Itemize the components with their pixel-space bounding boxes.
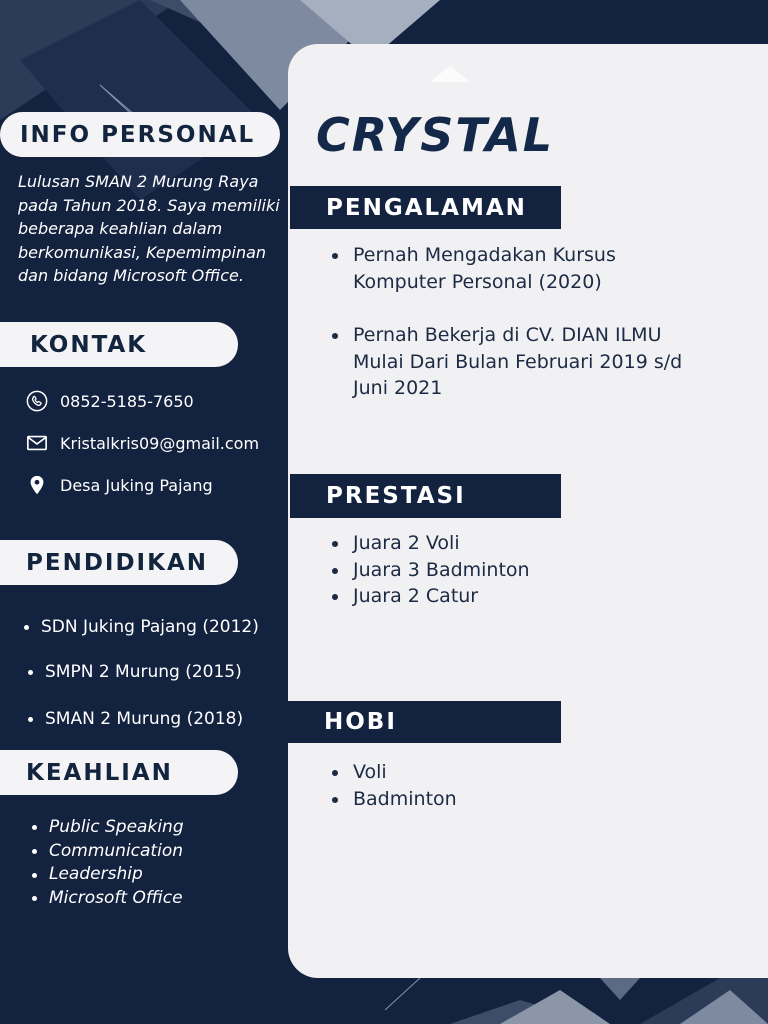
- section-hobi: [288, 701, 561, 743]
- address: Desa Juking Pajang: [60, 475, 213, 495]
- skill-text: Leadership: [49, 864, 143, 885]
- hobby-text: Badminton: [353, 787, 457, 810]
- about-text: Lulusan SMAN 2 Murung Raya pada Tahun 2018. Saya memiliki beberapa keahlian dalam berkomunikasi, Kepemimpinan dan bidang Microsoft Office.: [18, 172, 280, 285]
- skill-text: Public Speaking: [49, 817, 184, 837]
- section-title: PRESTASI: [326, 483, 466, 509]
- bullet-icon: [332, 253, 338, 259]
- location-pin-icon: [26, 474, 48, 496]
- skill-item: [32, 887, 184, 911]
- experience-item: [330, 242, 690, 295]
- skills-list: [32, 816, 184, 911]
- phone-icon: [26, 390, 48, 412]
- section-prestasi: [290, 474, 561, 518]
- achievement-item: [330, 530, 530, 557]
- bullet-icon: [28, 717, 33, 722]
- achievement-text: Juara 3 Badminton: [353, 558, 530, 581]
- experience-text: Pernah Mengadakan Kursus Komputer Personal (2020): [353, 244, 616, 293]
- contact-email: [26, 432, 259, 454]
- bullet-icon: [28, 670, 33, 675]
- section-title: KONTAK: [30, 331, 148, 358]
- skill-text: Communication: [49, 840, 183, 861]
- education-text: SMPN 2 Murung (2015): [45, 662, 242, 682]
- experience-text: Pernah Bekerja di CV. DIAN ILMU Mulai Dari Bulan Februari 2019 s/d Juni 2021: [353, 324, 683, 399]
- section-title: INFO PERSONAL: [20, 121, 256, 148]
- bullet-icon: [332, 594, 338, 600]
- candidate-name: CRYSTAL: [316, 108, 555, 162]
- skill-item: [32, 863, 184, 887]
- bullet-icon: [32, 849, 37, 854]
- experience-list: [330, 242, 690, 402]
- section-pendidikan: [0, 540, 238, 585]
- hobby-list: [330, 759, 457, 812]
- bullet-icon: [332, 770, 338, 776]
- education-text: SDN Juking Pajang (2012): [41, 617, 259, 637]
- education-item: [28, 662, 242, 682]
- hobby-item: [330, 786, 457, 813]
- bullet-icon: [24, 625, 29, 630]
- mail-icon: [26, 432, 48, 454]
- section-pengalaman: [290, 186, 561, 229]
- achievement-item: [330, 557, 530, 584]
- email-address: Kristalkris09@gmail.com: [60, 433, 260, 453]
- skill-item: [32, 816, 184, 840]
- section-title: PENDIDIKAN: [26, 549, 208, 576]
- achievement-text: Juara 2 Catur: [353, 585, 479, 607]
- bullet-icon: [32, 825, 37, 830]
- education-text: SMAN 2 Murung (2018): [45, 709, 244, 729]
- bullet-icon: [332, 541, 338, 547]
- skill-item: [32, 840, 184, 864]
- education-item: [28, 709, 243, 729]
- bullet-icon: [32, 896, 37, 901]
- bullet-icon: [332, 568, 338, 574]
- section-title: HOBI: [324, 709, 397, 735]
- hobby-text: Voli: [353, 761, 387, 783]
- contact-phone: [26, 390, 194, 412]
- section-info-personal: [0, 112, 280, 157]
- experience-item: [330, 322, 690, 402]
- achievement-list: [330, 530, 530, 610]
- section-keahlian: [0, 750, 238, 795]
- section-kontak: [0, 322, 238, 367]
- hobby-item: [330, 759, 457, 786]
- skill-text: Microsoft Office: [49, 888, 183, 909]
- section-title: PENGALAMAN: [326, 194, 527, 221]
- contact-address: [26, 474, 213, 496]
- education-item: [24, 617, 259, 637]
- achievement-item: [330, 583, 530, 610]
- section-title: KEAHLIAN: [26, 759, 173, 786]
- bullet-icon: [332, 797, 338, 803]
- bullet-icon: [332, 333, 338, 339]
- achievement-text: Juara 2 Voli: [353, 532, 460, 554]
- phone-number: 0852-5185-7650: [60, 391, 194, 411]
- bullet-icon: [32, 873, 37, 878]
